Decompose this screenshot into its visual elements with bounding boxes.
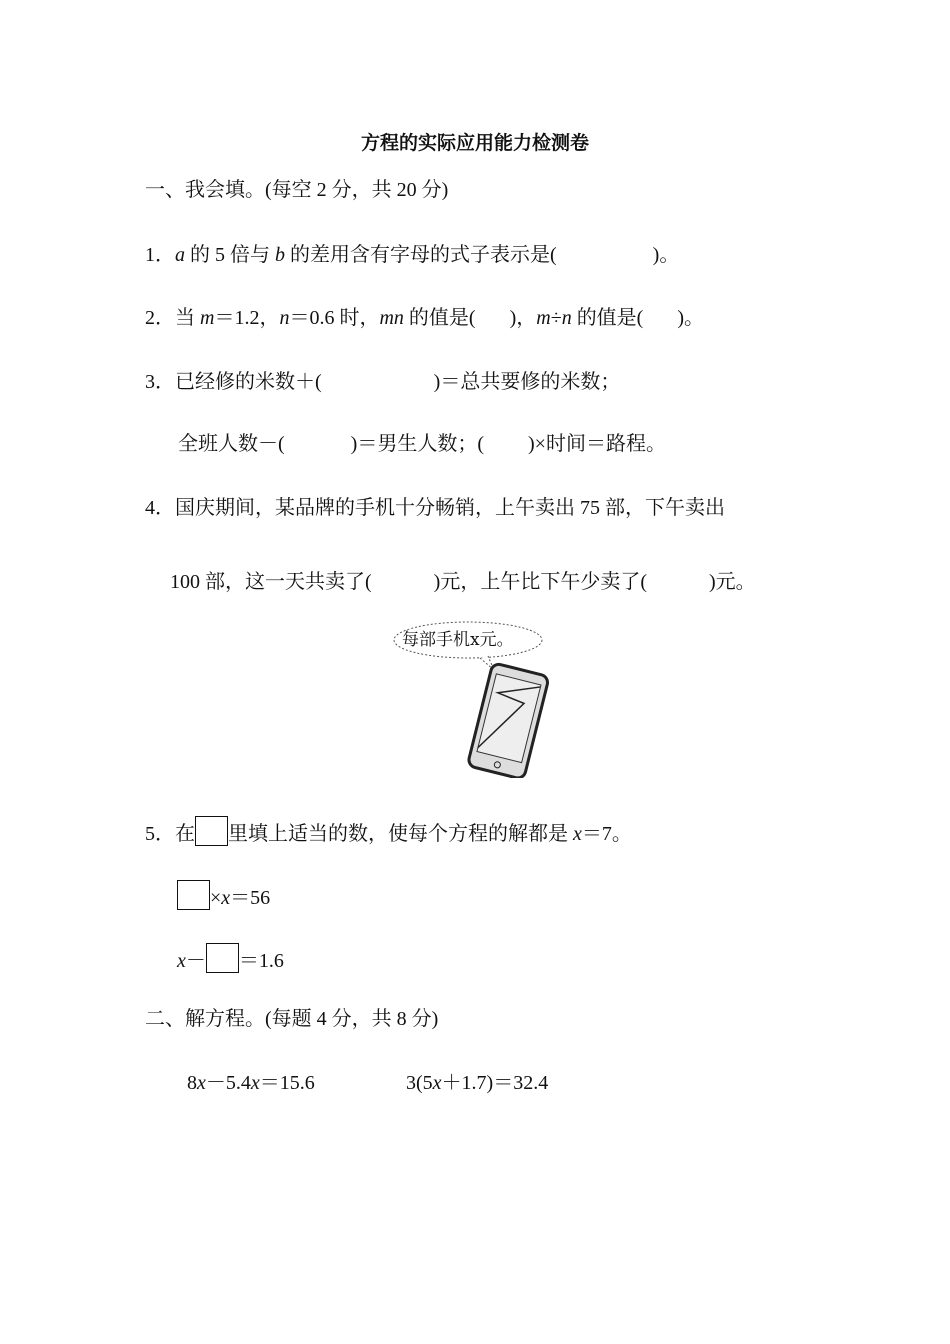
var-n: n <box>561 307 572 329</box>
equation-5a <box>177 880 270 910</box>
section-2-heading: 二、解方程。(每题 4 分，共 8 分) <box>145 1008 439 1030</box>
var-mn: mn <box>379 307 404 329</box>
phone-illustration <box>388 618 578 778</box>
q4-text: )元，上午比下午少卖了( <box>433 571 647 593</box>
var-b: b <box>275 244 285 266</box>
q1-text: 的 5 倍与 <box>185 244 275 266</box>
eq-text: 8 <box>187 1072 197 1094</box>
question-5 <box>145 816 632 846</box>
question-1 <box>145 243 679 267</box>
q3-text: )＝男生人数；( <box>350 433 484 455</box>
q3-text: )＝总共要修的米数； <box>433 371 621 393</box>
q3-text: 3．已经修的米数＋( <box>145 371 322 393</box>
q3-text: )×时间＝路程。 <box>528 433 666 455</box>
answer-box[interactable] <box>195 816 228 846</box>
q5-text: 里填上适当的数，使每个方程的解都是 <box>228 823 573 845</box>
var-m: m <box>200 307 215 329</box>
equation-5b <box>177 943 284 973</box>
q1-text: 1． <box>145 244 175 266</box>
eq-text: ＝15.6 <box>259 1072 315 1094</box>
var-a: a <box>175 244 185 266</box>
q2-text: )， <box>509 307 537 329</box>
var-x: x <box>573 823 582 845</box>
eq-text: 3(5 <box>406 1072 433 1094</box>
q5-text: ＝7。 <box>581 823 632 845</box>
eq-text: ＋1.7)＝32.4 <box>441 1072 549 1094</box>
eq-text: － <box>185 950 206 972</box>
q2-text: ＝0.6 时， <box>289 307 380 329</box>
eq-text: ＝1.6 <box>238 950 284 972</box>
q2-text: ÷ <box>550 307 562 329</box>
question-4-line-1: 4．国庆期间，某品牌的手机十分畅销，上午卖出 75 部，下午卖出 <box>145 497 725 519</box>
q4-text: )元。 <box>709 571 756 593</box>
q1-text: 的差用含有字母的式子表示是( <box>285 244 557 266</box>
q2-text: )。 <box>677 307 705 329</box>
q2-text: 2．当 <box>145 307 200 329</box>
var-x: x <box>221 887 231 909</box>
answer-box[interactable] <box>206 943 239 973</box>
eq-text: ＝56 <box>230 887 271 909</box>
eq-text: －5.4 <box>205 1072 251 1094</box>
q2-text: 的值是( <box>571 307 644 329</box>
var-x: x <box>250 1072 260 1094</box>
q2-text: ＝1.2， <box>214 307 280 329</box>
q2-text: 的值是( <box>403 307 476 329</box>
answer-box[interactable] <box>177 880 210 910</box>
q5-text: 5．在 <box>145 823 195 845</box>
var-x: x <box>177 950 186 972</box>
equation-2 <box>406 1071 548 1095</box>
question-3-line-2 <box>178 432 666 456</box>
var-n: n <box>279 307 290 329</box>
page-title: 方程的实际应用能力检测卷 <box>360 132 589 154</box>
speech-bubble-text: 每部手机x元。 <box>402 630 514 650</box>
section-1-heading: 一、我会填。(每空 2 分，共 20 分) <box>145 179 449 201</box>
question-3-line-1 <box>145 370 620 394</box>
question-4-line-2 <box>170 570 756 594</box>
var-x: x <box>432 1072 442 1094</box>
eq-text: × <box>210 887 222 909</box>
q3-text: 全班人数－( <box>178 433 285 455</box>
question-2 <box>145 306 704 330</box>
q4-text: 100 部，这一天共卖了( <box>170 571 372 593</box>
equation-1 <box>187 1071 315 1095</box>
q1-text: )。 <box>652 244 680 266</box>
var-x: x <box>197 1072 206 1094</box>
var-m: m <box>536 307 551 329</box>
